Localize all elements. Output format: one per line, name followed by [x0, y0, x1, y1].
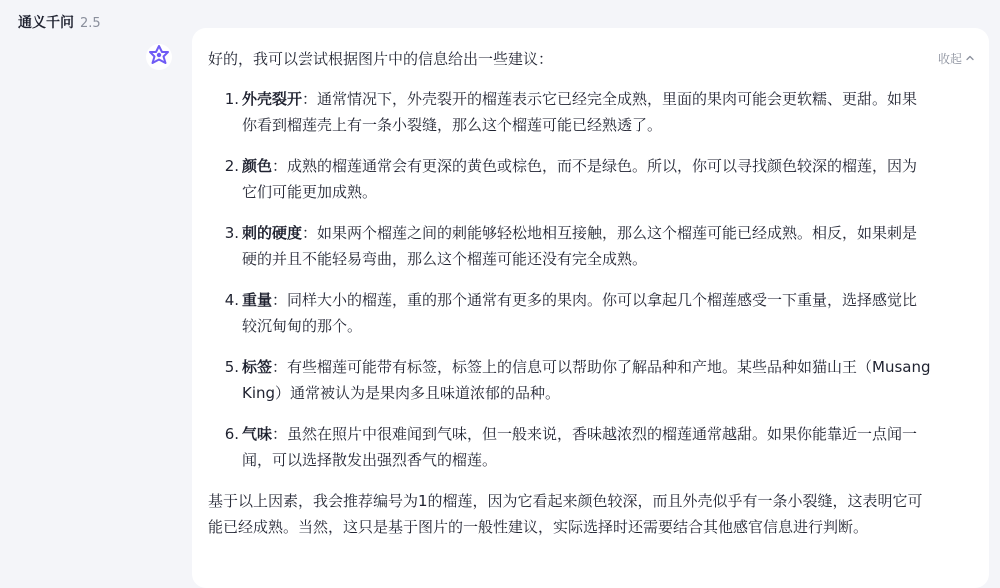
- item-text: ：同样大小的榴莲，重的那个通常有更多的果肉。你可以拿起几个榴莲感受一下重量，选择感觉比较沉甸甸的那个。: [242, 291, 918, 335]
- item-title: 气味: [242, 425, 273, 443]
- collapse-button[interactable]: [938, 50, 975, 67]
- collapse-label: 收起: [937, 52, 962, 66]
- item-text: ：如果两个榴莲之间的刺能够轻松地相互接触，那么这个榴莲可能已经成熟。相反，如果刺是硬的并且不能轻易弯曲，那么这个榴莲可能还没有完全成熟。: [242, 224, 918, 268]
- list-item: [208, 421, 965, 473]
- assistant-message: [192, 28, 989, 588]
- tongyi-logo-icon: [148, 44, 170, 70]
- item-text: ：有些榴莲可能带有标签，标签上的信息可以帮助你了解品种和产地。某些品种如猫山王（Musang King）通常被认为是果肉多且味道浓郁的品种。: [242, 358, 931, 402]
- item-text: ：虽然在照片中很难闻到气味，但一般来说，香味越浓烈的榴莲通常越甜。如果你能靠近一点闻一闻，可以选择散发出强烈香气的榴莲。: [242, 425, 918, 469]
- list-item: [208, 287, 965, 339]
- model-version: 2.5: [80, 16, 101, 31]
- item-number: 5.: [224, 358, 239, 376]
- suggestion-list: [208, 86, 965, 473]
- message-conclusion: 基于以上因素，我会推荐编号为1的榴莲，因为它看起来颜色较深，而且外壳似乎有一条小裂缝，这表明它可能已经成熟。当然，这只是基于图片的一般性建议，实际选择时还需要结合其他感官信息进行判断。: [208, 492, 923, 536]
- item-number: 4.: [224, 291, 239, 309]
- item-number: 3.: [224, 224, 239, 242]
- item-title: 标签: [242, 358, 273, 376]
- item-title: 重量: [242, 291, 273, 309]
- chevron-up-icon: [965, 52, 975, 66]
- app-title: 通义千问: [18, 15, 74, 31]
- item-text: ：通常情况下，外壳裂开的榴莲表示它已经完全成熟，里面的果肉可能会更软糯、更甜。如果你看到榴莲壳上有一条小裂缝，那么这个榴莲可能已经熟透了。: [242, 90, 918, 134]
- item-title: 颜色: [242, 157, 273, 175]
- app-header: [18, 12, 101, 34]
- list-item: [208, 86, 965, 138]
- item-text: ：成熟的榴莲通常会有更深的黄色或棕色，而不是绿色。所以，你可以寻找颜色较深的榴莲，因为它们可能更加成熟。: [242, 157, 918, 201]
- list-item: [208, 354, 965, 406]
- item-title: 外壳裂开: [242, 90, 303, 108]
- assistant-avatar: [146, 44, 172, 70]
- list-item: [208, 220, 965, 272]
- item-number: 1.: [224, 90, 239, 108]
- item-number: 6.: [224, 425, 239, 443]
- item-number: 2.: [224, 157, 239, 175]
- list-item: [208, 153, 965, 205]
- message-intro: 好的，我可以尝试根据图片中的信息给出一些建议：: [208, 50, 554, 68]
- item-title: 刺的硬度: [242, 224, 303, 242]
